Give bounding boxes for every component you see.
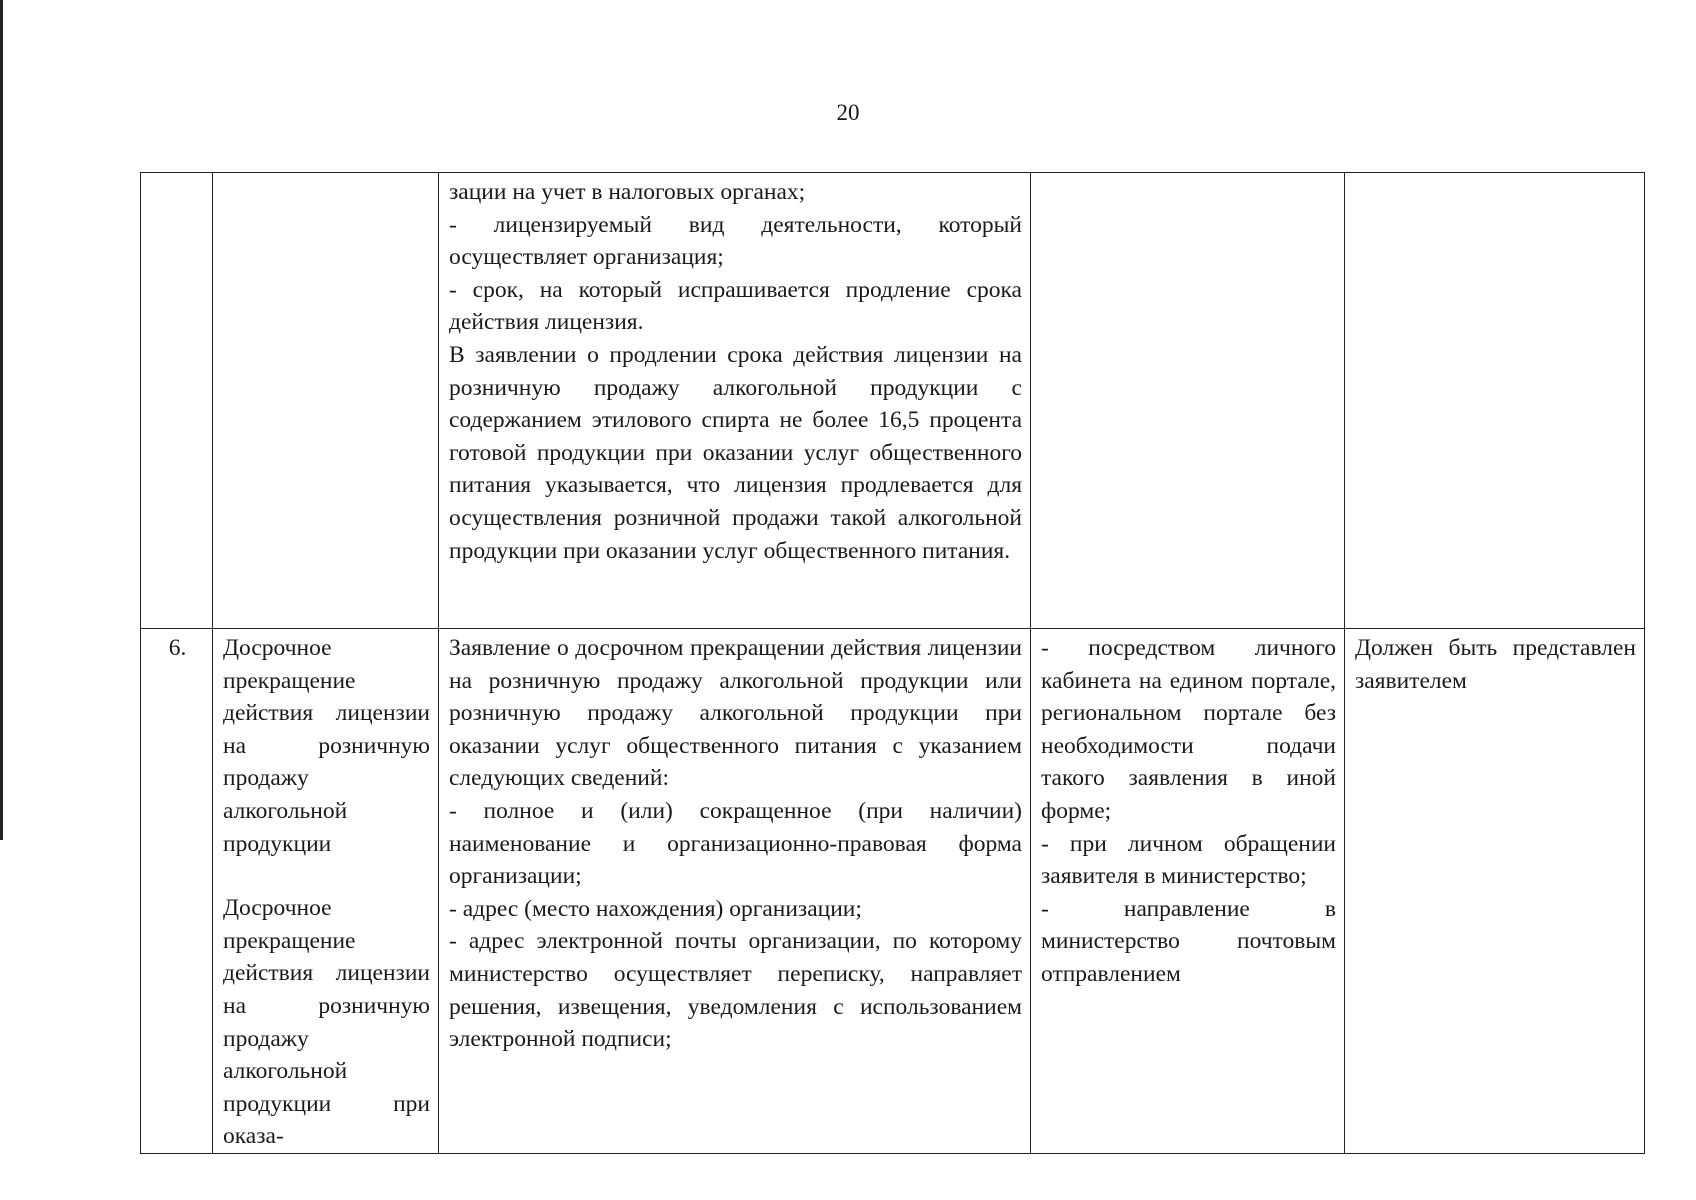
submitter-cell: [1345, 629, 1645, 1154]
submitter-text: Должен быть представлен заявителем: [1355, 635, 1636, 694]
submission-method-text: - при личном обращении заявителя в министерство;: [1041, 830, 1336, 890]
row-number-cell: 6.: [141, 629, 213, 1154]
spacer: [223, 860, 430, 892]
scan-edge-line: [0, 0, 3, 840]
submitter-cell: [1345, 173, 1645, 629]
document-text: зации на учет в налоговых органах;: [449, 179, 806, 205]
page-number: 20: [836, 100, 860, 125]
document-text: В заявлении о продлении срока действия лицензии на розничную продажу алкогольной продукции с содержанием этилового спирта не более 16,5 процента готовой продукции при оказании услуг общественного питания указывается, что лицензия продлевается для осуществления розничной продажи такой алкогольной продукции при оказании услуг общественного питания.: [449, 341, 1022, 564]
submission-method-text: - посредством личного кабинета на едином портале, региональном портале без необходимости подачи такого заявления в иной форме;: [1041, 635, 1336, 824]
document-text: - лицензируемый вид деятельности, который осуществляет организация;: [449, 211, 1022, 271]
document-text: - адрес (место нахождения) организации;: [449, 895, 862, 922]
service-name-cell: [213, 629, 439, 1154]
service-name-text: Досрочное прекращение действия лицензии на розничную продажу алкогольной продукции: [223, 635, 430, 857]
table-row: [141, 173, 1645, 629]
row-number-cell: [141, 173, 213, 629]
documents-cell: [439, 629, 1031, 1154]
document-text: - срок, на который испрашивается продление срока действия лицензия.: [449, 276, 1022, 336]
document-text: - адрес электронной почты организации, по которому министерство осуществляет переписку, направляет решения, извещения, уведомления с использованием электронной подписи;: [449, 928, 1022, 1053]
submission-method-cell: [1031, 173, 1345, 629]
document-text: - полное и (или) сокращенное (при наличии) наименование и организационно-правовая форма организации;: [449, 797, 1022, 890]
submission-method-cell: [1031, 629, 1345, 1154]
service-name-text: Досрочное прекращение действия лицензии на розничную продажу алкогольной продукции при оказа-: [223, 895, 430, 1150]
table-row: [141, 629, 1645, 1154]
document-text: Заявление о досрочном прекращении действия лицензии на розничную продажу алкогольной продукции или розничную продажу алкогольной продукции при оказании услуг общественного питания с указанием следующих сведений:: [449, 635, 1022, 792]
documents-cell: [439, 173, 1031, 629]
requirements-table: [140, 172, 1645, 1154]
service-name-cell: [213, 173, 439, 629]
submission-method-text: - направление в министерство почтовым отправлением: [1041, 895, 1336, 987]
